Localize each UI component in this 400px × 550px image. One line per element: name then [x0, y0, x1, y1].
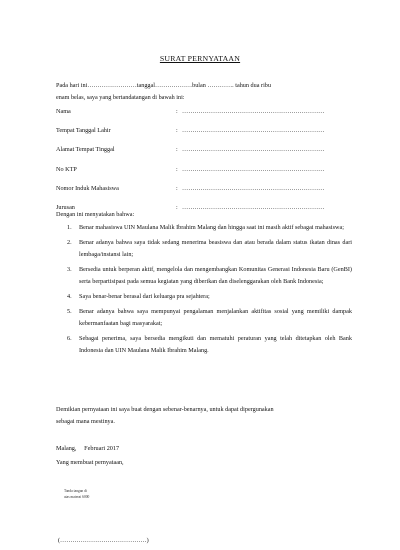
field-label: Jurusan [56, 203, 75, 211]
list-number: 2. [67, 239, 72, 246]
field-colon: : [176, 127, 178, 135]
signer-intro: Yang membuat pernyataan, [56, 459, 124, 466]
field-blank: …………………………………………………………… [182, 184, 325, 192]
field-colon: : [176, 184, 178, 192]
stamp-note [64, 488, 89, 500]
field-blank: …………………………………………………………… [182, 127, 325, 135]
list-item [56, 291, 352, 303]
field-row-nama [56, 106, 356, 125]
field-colon: : [176, 203, 178, 211]
stamp-note-line: Tanda tangan di [64, 489, 87, 493]
field-label: Tempat Tanggal Lahir [56, 127, 111, 135]
closing-line-1: Demikian pernyataan ini saya buat dengan sebenar-benarnya, untuk dapat dipergunakan [56, 406, 274, 413]
statement-intro: Dengan ini menyatakan bahwa: [56, 211, 135, 218]
list-number: 5. [67, 308, 72, 315]
list-text: Bersedia untuk berperan aktif, mengelola dan mengembangkan Komunitas Generasi Indonesia Baru (GenBI) serta berpartisipasi pada semua kegiatan yang diberikan dan diselenggarakan oleh Bank Indonesia; [79, 266, 352, 285]
field-blank: …………………………………………………………… [182, 108, 325, 115]
field-row-ktp [56, 164, 356, 183]
field-label: Nama [56, 108, 71, 115]
field-colon: : [176, 165, 178, 173]
list-number: 3. [67, 266, 72, 273]
document-title: SURAT PERNYATAAN [159, 54, 241, 63]
list-text: Saya benar-benar berasal dari keluarga pra sejahtera; [79, 293, 210, 300]
field-row-nim [56, 183, 356, 202]
list-number: 4. [67, 293, 72, 300]
list-item [56, 222, 352, 234]
field-blank: …………………………………………………………… [182, 203, 325, 211]
field-colon: : [176, 108, 178, 115]
list-text: Benar adanya bahwa saya tidak sedang menerima beasiswa dan atau berada dalam status ikatan dinas dari lembaga/instansi lain; [79, 239, 352, 258]
list-number: 6. [67, 335, 72, 342]
field-blank: …………………………………………………………… [182, 146, 325, 154]
opening-line-2: enam belas, saya yang bertandatangan di bawah ini: [56, 94, 185, 101]
field-blank: …………………………………………………………… [182, 165, 325, 173]
place-date: Malang, Februari 2017 [56, 445, 120, 452]
list-item [56, 306, 352, 330]
list-item [56, 333, 352, 357]
list-number: 1. [67, 224, 72, 231]
field-row-alamat [56, 144, 356, 163]
list-item [56, 264, 352, 288]
field-label: Nomor Induk Mahasiswa [56, 184, 119, 192]
field-colon: : [176, 146, 178, 154]
list-item [56, 237, 352, 261]
field-label: No KTP [56, 165, 77, 173]
identity-fields [56, 106, 356, 221]
opening-line-1: Pada hari ini……………………tanggal………………bulan …………. tahun dua ribu [56, 82, 271, 89]
stamp-note-line: atas materai 6000 [64, 495, 90, 499]
field-row-ttl [56, 125, 356, 144]
list-text: Benar adanya bahwa saya mempunyai pengalaman menjalankan aktifitas sosial yang memiliki dampak kebermanfaatan bagi masyarakat; [79, 308, 352, 327]
statement-list [56, 222, 352, 360]
field-label: Alamat Tempat Tinggal [56, 146, 115, 154]
list-text: Sebagai penerima, saya bersedia mengikuti dan mematuhi peraturan yang telah ditetapkan oleh Bank Indonesia dan UIN Maulana Malik Ibrahim Malang. [79, 335, 352, 354]
closing-line-2: sebagai mana mestinya. [56, 418, 115, 425]
list-text: Benar mahasiswa UIN Maulana Malik Ibrahim Malang dan hingga saat ini masih aktif sebagai mahasiswa; [79, 224, 344, 231]
signature-line: (……………………………………) [58, 537, 149, 544]
